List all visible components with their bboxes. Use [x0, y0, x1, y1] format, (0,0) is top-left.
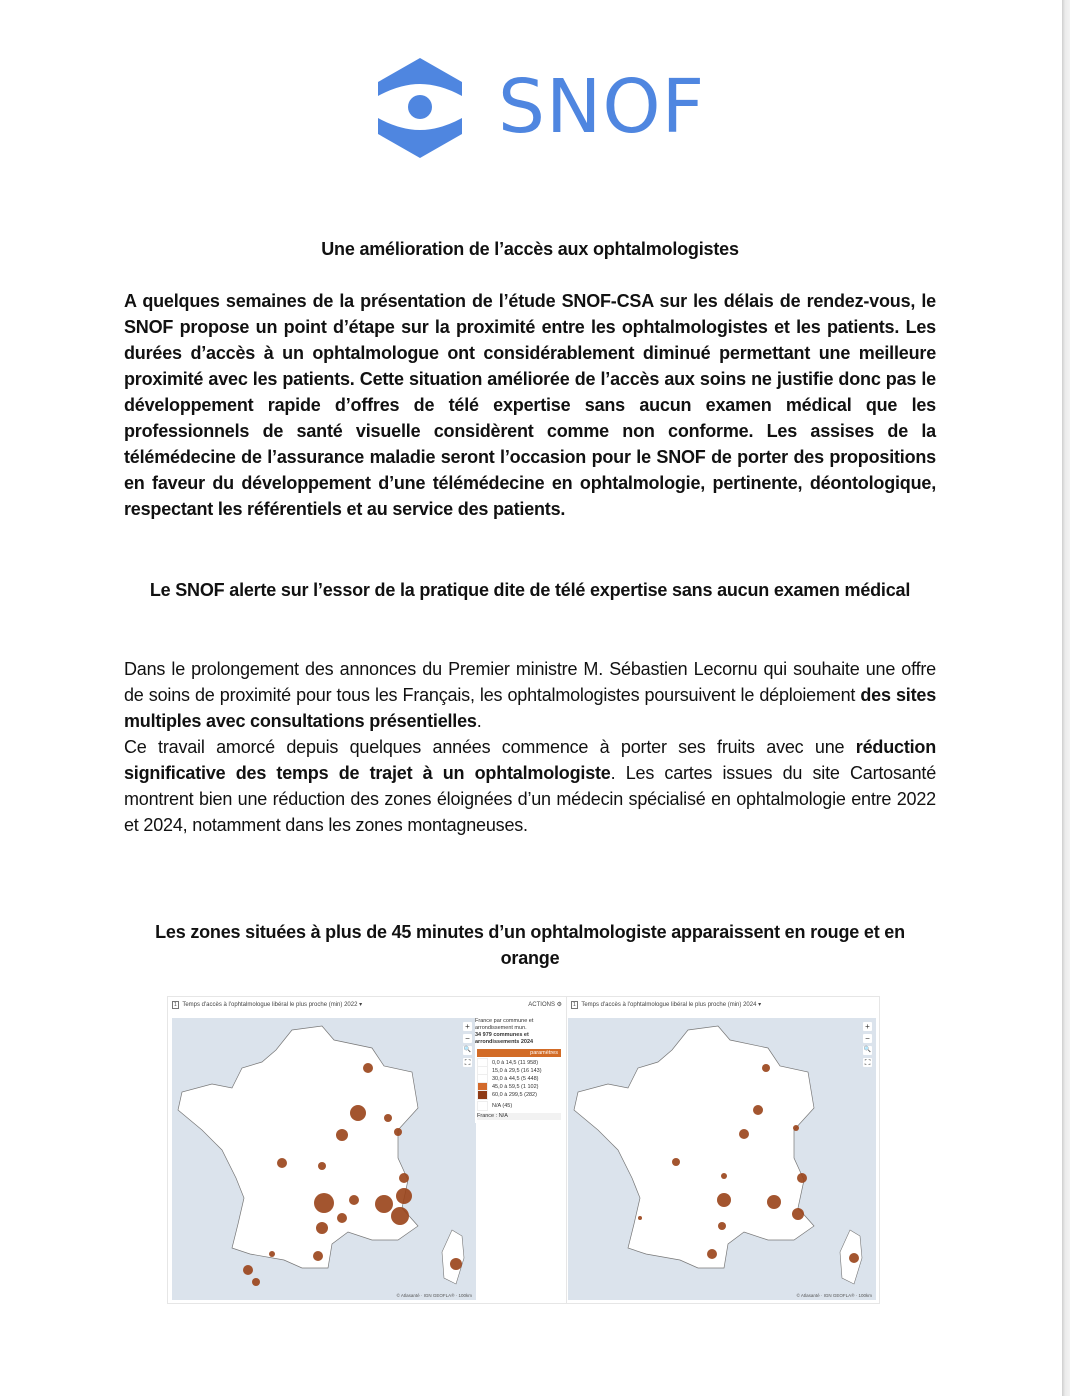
zoom-in-button[interactable]: +	[863, 1022, 872, 1031]
paragraph-text: Ce travail amorcé depuis quelques années commence à porter ses fruits avec une	[124, 737, 856, 757]
paragraph-emphasis: réduction significative des temps de trajet à un ophtalmologiste	[124, 737, 936, 783]
paragraph-text: Dans le prolongement des annonces du Premier ministre M. Sébastien Lecornu qui souhaite une offre de soins de proximité pour tous les Français, les ophtalmologistes poursuivent le déploiement	[124, 659, 936, 705]
map-title-2024[interactable]	[571, 1001, 761, 1009]
legend-class-row	[477, 1091, 563, 1099]
legend-swatch	[477, 1090, 488, 1100]
legend-class-label: 60,0 à 299,5 (282)	[492, 1091, 537, 1098]
paragraph-text: . Les cartes issues du site Cartosanté montrent bien une réduction des zones éloignées d’un médecin spécialisé en ophtalmologie entre 2022 et 2024, notamment dans les zones montagneuses.	[124, 763, 937, 835]
paragraph-emphasis: des sites multiples avec consultations présentielles	[124, 685, 937, 731]
map-attribution: © Atlasanté · IGN GEOFLA® · 100km	[796, 1293, 872, 1298]
intro-paragraph: A quelques semaines de la présentation de l’étude SNOF-CSA sur les délais de rendez-vous, le SNOF propose un point d’étape sur la proximité entre les ophtalmologistes et les patients. Les durées d’accès à un ophtalmologue ont considérablement diminué permettant une meilleure proximité avec les patients. Cette situation améliorée de l’accès aux soins ne justifie donc pas le développement rapide d’offres de télé expertise sans aucun examen médical que les professionnels de santé visuelle considèrent comme non conforme. Les assises de la télémédecine de l’assurance maladie seront l’occasion pour le SNOF de porter des propositions en faveur du développement d’une télémédecine en ophtalmologie, pertinente, déontologique, respectant les référentiels et au service des patients.	[124, 291, 936, 519]
section-title-access: Une amélioration de l’accès aux ophtalmologistes	[321, 239, 739, 259]
legend-class-label: 45,0 à 59,5 (1 102)	[492, 1083, 539, 1090]
legend-swatch	[477, 1101, 488, 1111]
france-map-2024	[568, 1018, 876, 1300]
fullscreen-icon[interactable]: ⛶	[464, 1058, 471, 1067]
indicator-index: 1	[174, 1002, 177, 1008]
map-attribution: © Atlasanté · IGN GEOFLA® · 100km	[396, 1293, 472, 1298]
logo-text: SNOF	[498, 64, 706, 150]
map-canvas-2024[interactable]	[568, 1018, 876, 1300]
zoom-out-button[interactable]: −	[463, 1034, 472, 1043]
snof-logo	[370, 56, 706, 161]
legend-class-row	[477, 1067, 563, 1075]
corsica-shape	[442, 1230, 464, 1284]
legend-class-label: 15,0 à 29,5 (16 143)	[492, 1067, 542, 1074]
section-title-alert: Le SNOF alerte sur l’essor de la pratique dite de télé expertise sans aucun examen médical	[149, 580, 911, 600]
legend-class-row	[477, 1059, 563, 1067]
france-mainland-shape	[574, 1026, 814, 1268]
legend-class-label: 0,0 à 14,5 (11 958)	[492, 1059, 539, 1066]
map-canvas-2022[interactable]	[172, 1018, 476, 1300]
zoom-in-button[interactable]: +	[463, 1022, 472, 1031]
indicator-title: Temps d'accès à l'ophtalmologue libéral le plus proche (min)	[182, 1002, 343, 1008]
section-title-maps: Les zones situées à plus de 45 minutes d’un ophtalmologiste apparaissent en rouge et en orange	[155, 922, 905, 968]
france-mainland-shape	[178, 1026, 418, 1268]
legend-class-row	[477, 1075, 563, 1083]
legend-na-row	[477, 1102, 563, 1110]
hexagon-eye-logo-icon	[370, 56, 470, 161]
legend-description: France par commune et arrondissement mun.	[475, 1018, 534, 1031]
france-map-2022	[172, 1018, 476, 1300]
year-select-2024[interactable]: 2024 ▾	[743, 1002, 762, 1008]
paragraph-deployment	[124, 656, 936, 734]
actions-button[interactable]: ACTIONS ⚙	[528, 1002, 562, 1008]
legend-france-value: France : N/A	[477, 1113, 561, 1120]
fullscreen-icon[interactable]: ⛶	[864, 1058, 871, 1067]
zoom-out-button[interactable]: −	[863, 1034, 872, 1043]
indicator-index: 1	[573, 1002, 576, 1008]
map-title-2022[interactable]	[172, 1001, 362, 1009]
legend-na-label: N/A (45)	[492, 1102, 513, 1109]
page-edge	[1062, 0, 1070, 1396]
indicator-title: Temps d'accès à l'ophtalmologue libéral le plus proche (min)	[581, 1002, 742, 1008]
map-legend	[475, 1018, 563, 1123]
year-select-2022[interactable]: 2022 ▾	[344, 1002, 363, 1008]
legend-count: 34 979 communes et arrondissements 2024	[475, 1032, 534, 1045]
parameters-button[interactable]: paramètres	[477, 1049, 561, 1057]
legend-class-row	[477, 1083, 563, 1091]
legend-class-label: 30,0 à 44,5 (5 448)	[492, 1075, 539, 1082]
search-icon[interactable]: 🔍	[463, 1047, 472, 1053]
paragraph-text: .	[476, 711, 482, 731]
search-icon[interactable]: 🔍	[863, 1047, 872, 1053]
paragraph-results	[124, 734, 936, 838]
